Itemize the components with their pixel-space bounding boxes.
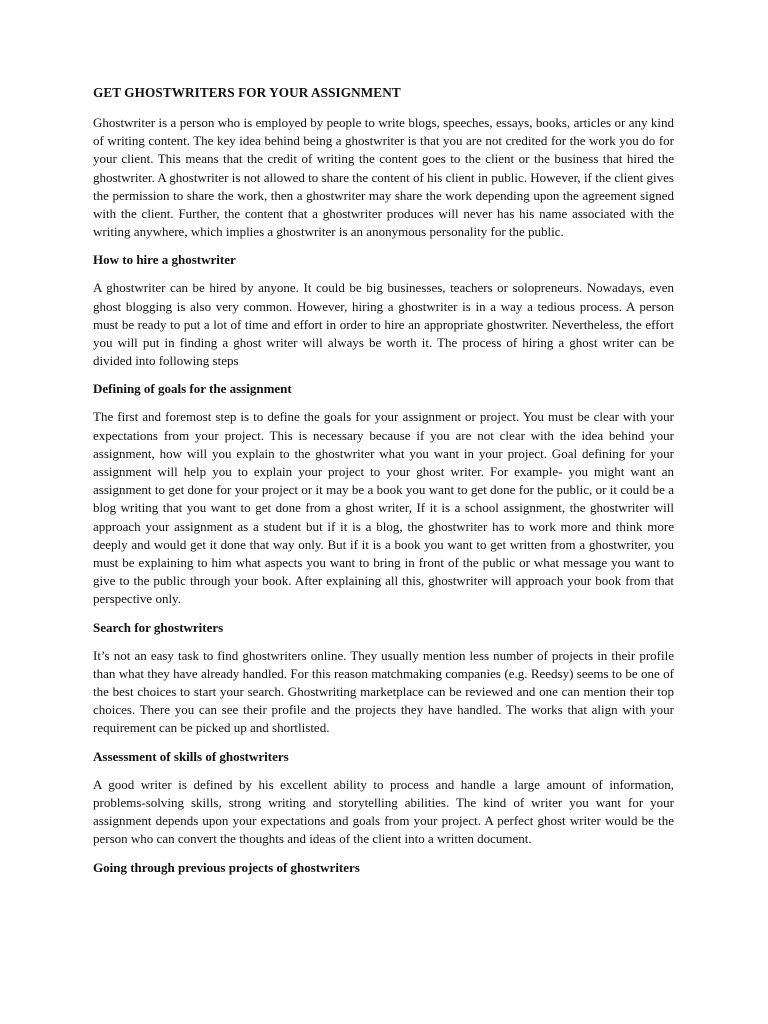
section-heading-assessment: Assessment of skills of ghostwriters: [93, 748, 289, 764]
section-body-assessment: A good writer is defined by his excellent ability to process and handle a large amount of information, problems-solving skills, strong writing and storytelling abilities. The kind of writer you want for your assignment depends upon your expectations and goals from your project. A perfect ghost writer would be the person who can convert the thoughts and ideas of the client into a written document.: [93, 776, 674, 847]
section-heading-previous-projects: Going through previous projects of ghostwriters: [93, 859, 360, 875]
section-body-search: It’s not an easy task to find ghostwriters online. They usually mention less number of projects in their profile than what they have already handled. For this reason matchmaking companies (e.g. Reedsy) seems to be one of the best choices to start your search. Ghostwriting marketplace can be reviewed and one can mention their top choices. There you can see their profile and the projects they have handled. The works that align with your requirement can be picked up and shortlisted.: [93, 647, 674, 736]
section-heading-defining-goals: Defining of goals for the assignment: [93, 381, 292, 397]
intro-paragraph: Ghostwriter is a person who is employed by people to write blogs, speeches, essays, books, articles or any kind of writing content. The key idea behind being a ghostwriter is that you are not credited for the work you do for your client. This means that the credit of writing the content goes to the client or the business that hired the ghostwriter. A ghostwriter is not allowed to share the content of his client in public. However, if the client gives the permission to share the work, then a ghostwriter may share the work depending upon the agreement signed with the client. Further, the content that a ghostwriter produces will never has his name associated with the writing anywhere, which implies a ghostwriter is an anonymous personality for the public.: [93, 115, 674, 240]
document-page: [93, 84, 674, 887]
section-body-how-to-hire: A ghostwriter can be hired by anyone. It could be big businesses, teachers or solopreneurs. Nowadays, even ghost blogging is also very common. However, hiring a ghostwriter is in a way a tedious process. A person must be ready to put a lot of time and effort in order to hire an appropriate ghostwriter. Nevertheless, the effort you will put in finding a ghost writer will always be worth it. The process of hiring a ghost writer can be divided into following steps: [93, 280, 674, 369]
section-heading-search: Search for ghostwriters: [93, 619, 224, 635]
document-title: GET GHOSTWRITERS FOR YOUR ASSIGNMENT: [93, 85, 401, 100]
section-body-defining-goals: The first and foremost step is to define the goals for your assignment or project. You must be clear with your expectations from your project. This is necessary because if you are not clear with the idea behind your assignment, how will you explain to the ghostwriter what you want in your project. Goal defining for your assignment will help you to explain your project to your ghost writer. For example- you might want an assignment to get done for your project or it may be a book you want to get done for the public, or it could be a blog writing that you want to get done from a ghost writer, If it is a school assignment, the ghostwriter will approach your assignment as a student but if it is a blog, the ghostwriter has to work more and think more deeply and would get it done that way only. But if it is a book you want to get written from a ghostwriter, you must be explaining to him what aspects you want to bring in front of the public or what message you want to give to the public through your book. After explaining all this, ghostwriter will approach your book from that perspective only.: [93, 409, 674, 607]
section-heading-how-to-hire: How to hire a ghostwriter: [93, 252, 236, 268]
